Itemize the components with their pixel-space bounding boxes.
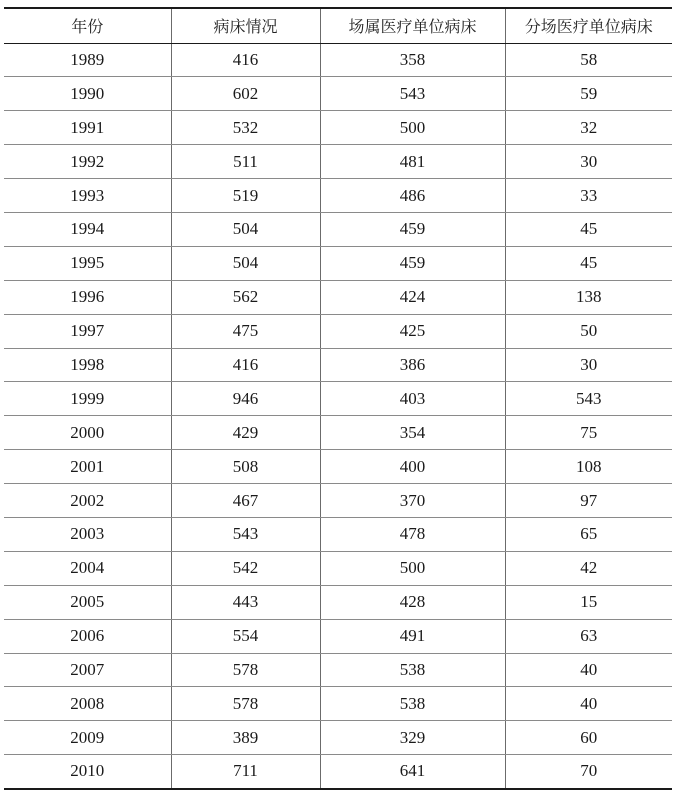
table-row	[4, 314, 672, 348]
cell-bed-total: 711	[171, 755, 320, 789]
cell-bed-total: 389	[171, 721, 320, 755]
cell-year: 2008	[4, 687, 171, 721]
cell-branch-unit-beds: 15	[505, 585, 672, 619]
cell-branch-unit-beds: 63	[505, 619, 672, 653]
cell-main-unit-beds: 386	[320, 348, 505, 382]
cell-main-unit-beds: 425	[320, 314, 505, 348]
cell-bed-total: 543	[171, 517, 320, 551]
cell-year: 2002	[4, 484, 171, 518]
cell-branch-unit-beds: 59	[505, 77, 672, 111]
cell-year: 1991	[4, 111, 171, 145]
cell-year: 1996	[4, 280, 171, 314]
cell-branch-unit-beds: 40	[505, 653, 672, 687]
cell-bed-total: 429	[171, 416, 320, 450]
header-bed-total: 病床情况	[171, 8, 320, 43]
cell-branch-unit-beds: 45	[505, 212, 672, 246]
cell-branch-unit-beds: 138	[505, 280, 672, 314]
cell-bed-total: 416	[171, 348, 320, 382]
table-row	[4, 382, 672, 416]
cell-main-unit-beds: 424	[320, 280, 505, 314]
cell-year: 2007	[4, 653, 171, 687]
cell-bed-total: 532	[171, 111, 320, 145]
cell-main-unit-beds: 459	[320, 246, 505, 280]
cell-main-unit-beds: 500	[320, 551, 505, 585]
table-header	[4, 8, 672, 43]
table-row	[4, 484, 672, 518]
cell-bed-total: 542	[171, 551, 320, 585]
cell-bed-total: 511	[171, 145, 320, 179]
cell-main-unit-beds: 478	[320, 517, 505, 551]
table-row	[4, 619, 672, 653]
cell-branch-unit-beds: 50	[505, 314, 672, 348]
cell-year: 2006	[4, 619, 171, 653]
cell-main-unit-beds: 500	[320, 111, 505, 145]
cell-bed-total: 475	[171, 314, 320, 348]
cell-bed-total: 554	[171, 619, 320, 653]
cell-year: 1990	[4, 77, 171, 111]
table-row	[4, 721, 672, 755]
table-row	[4, 246, 672, 280]
cell-branch-unit-beds: 40	[505, 687, 672, 721]
cell-branch-unit-beds: 543	[505, 382, 672, 416]
table-row	[4, 755, 672, 789]
cell-bed-total: 508	[171, 450, 320, 484]
cell-main-unit-beds: 641	[320, 755, 505, 789]
cell-year: 2003	[4, 517, 171, 551]
table-row	[4, 111, 672, 145]
table-row	[4, 77, 672, 111]
cell-main-unit-beds: 538	[320, 653, 505, 687]
cell-bed-total: 578	[171, 653, 320, 687]
cell-branch-unit-beds: 33	[505, 179, 672, 213]
cell-main-unit-beds: 486	[320, 179, 505, 213]
cell-branch-unit-beds: 108	[505, 450, 672, 484]
table-row	[4, 179, 672, 213]
table-row	[4, 653, 672, 687]
cell-branch-unit-beds: 75	[505, 416, 672, 450]
table-row	[4, 348, 672, 382]
cell-main-unit-beds: 400	[320, 450, 505, 484]
cell-branch-unit-beds: 45	[505, 246, 672, 280]
table-row	[4, 517, 672, 551]
header-row	[4, 8, 672, 43]
cell-year: 2000	[4, 416, 171, 450]
cell-year: 1993	[4, 179, 171, 213]
table-body	[4, 43, 672, 789]
cell-bed-total: 467	[171, 484, 320, 518]
cell-main-unit-beds: 403	[320, 382, 505, 416]
cell-bed-total: 416	[171, 43, 320, 77]
table-row	[4, 280, 672, 314]
cell-bed-total: 443	[171, 585, 320, 619]
header-branch-unit-beds: 分场医疗单位病床	[505, 8, 672, 43]
cell-year: 1997	[4, 314, 171, 348]
cell-year: 1998	[4, 348, 171, 382]
cell-main-unit-beds: 543	[320, 77, 505, 111]
cell-main-unit-beds: 354	[320, 416, 505, 450]
cell-bed-total: 504	[171, 246, 320, 280]
cell-branch-unit-beds: 60	[505, 721, 672, 755]
cell-bed-total: 946	[171, 382, 320, 416]
cell-branch-unit-beds: 42	[505, 551, 672, 585]
cell-branch-unit-beds: 70	[505, 755, 672, 789]
cell-bed-total: 602	[171, 77, 320, 111]
data-table-container	[4, 7, 672, 790]
hospital-beds-table	[4, 7, 672, 790]
table-row	[4, 585, 672, 619]
cell-main-unit-beds: 358	[320, 43, 505, 77]
cell-main-unit-beds: 481	[320, 145, 505, 179]
header-year: 年份	[4, 8, 171, 43]
table-row	[4, 212, 672, 246]
cell-branch-unit-beds: 30	[505, 145, 672, 179]
cell-main-unit-beds: 428	[320, 585, 505, 619]
cell-year: 1999	[4, 382, 171, 416]
cell-bed-total: 578	[171, 687, 320, 721]
cell-bed-total: 504	[171, 212, 320, 246]
cell-branch-unit-beds: 30	[505, 348, 672, 382]
table-row	[4, 145, 672, 179]
cell-branch-unit-beds: 65	[505, 517, 672, 551]
table-row	[4, 551, 672, 585]
cell-year: 2001	[4, 450, 171, 484]
cell-year: 1994	[4, 212, 171, 246]
cell-branch-unit-beds: 32	[505, 111, 672, 145]
table-row	[4, 416, 672, 450]
cell-year: 2004	[4, 551, 171, 585]
cell-main-unit-beds: 370	[320, 484, 505, 518]
cell-branch-unit-beds: 97	[505, 484, 672, 518]
table-row	[4, 450, 672, 484]
cell-year: 1995	[4, 246, 171, 280]
cell-bed-total: 562	[171, 280, 320, 314]
cell-main-unit-beds: 459	[320, 212, 505, 246]
cell-branch-unit-beds: 58	[505, 43, 672, 77]
cell-main-unit-beds: 491	[320, 619, 505, 653]
cell-year: 1992	[4, 145, 171, 179]
cell-year: 2005	[4, 585, 171, 619]
header-main-unit-beds: 场属医疗单位病床	[320, 8, 505, 43]
cell-year: 2010	[4, 755, 171, 789]
cell-bed-total: 519	[171, 179, 320, 213]
table-row	[4, 43, 672, 77]
cell-main-unit-beds: 538	[320, 687, 505, 721]
cell-main-unit-beds: 329	[320, 721, 505, 755]
table-row	[4, 687, 672, 721]
cell-year: 1989	[4, 43, 171, 77]
cell-year: 2009	[4, 721, 171, 755]
